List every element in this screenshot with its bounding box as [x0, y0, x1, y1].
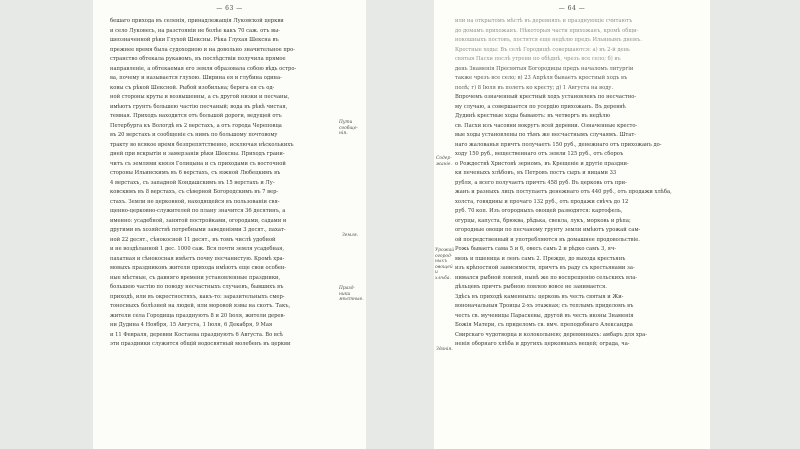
text-line: странство обтекала рукавомъ, въ послѣдствіи получила прямое — [110, 56, 286, 62]
text-line: тракту во всякое время безпрепятственно, исключая нѣсколькихъ — [110, 141, 294, 148]
text-line: ковы съ рѣкой Шексной. Рыбой изобильна; берега ея съ од- — [110, 84, 275, 91]
text-line: большею частію по поводу несчастныхъ случаевъ, бывшихъ въ — [110, 284, 284, 290]
text-line: ки печеныхъ хлѣбовъ, въ Петровъ постъ сыръ и яицами 33 — [455, 170, 617, 176]
text-line: Крестные ходы: Въ селѣ Городищѣ совершаются: а) въ 2-й день — [455, 46, 630, 53]
text-line: Рожь бываетъ сама 5 и 6, овесъ самъ 2 и рѣдко самъ 3, яч- — [455, 246, 617, 252]
text-line: ходу 150 руб., вещественнаго отъ земли 125 руб., отъ сбороъ — [455, 151, 624, 157]
text-line: Здѣсь въ приходѣ каменныхъ: церковь въ честь святыя и Жи- — [455, 293, 624, 300]
text-line: въ 20 верстахъ и сообщеніе съ нимъ по большому почтовому — [110, 132, 278, 138]
text-line: до домамъ прихожанъ. Нѣкоторыя части прихожанъ, кромѣ общи- — [455, 27, 639, 34]
text-line: жанъ и разныхъ лицъ поступаетъ денежнаго отъ 440 руб., отъ продажи хлѣба, — [455, 189, 672, 195]
margin-note-income: Содер-жаніе. — [436, 156, 452, 167]
page-number-left: — 63 — — [216, 5, 243, 12]
text-line: стахъ. Земли не церковной, находящейся въ пользованіи свя- — [110, 198, 280, 205]
text-line: приходѣ, или въ окрестностяхъ, какъ-то: заразительныхъ смер- — [110, 293, 285, 300]
text-line: направленіе, а обтекаемая его земля образовала собою вѣдь остро- — [110, 65, 297, 72]
text-line: мень и пшеница и ленъ самъ 2. Прежде, до выхода крестьянъ — [455, 255, 626, 262]
text-line: Дудинѣ крестные ходы бываютъ: въ четвергъ въ недѣлю — [455, 113, 610, 119]
text-line: щенно-церковно-служителей по плану значится 36 десятинъ, а — [110, 208, 286, 214]
text-line: изъ крѣпостной зависимости, причтъ въ раду съ крестьянами за- — [455, 265, 635, 271]
text-line: огородные овощи по песчаному грунту земли имѣютъ урожай сам- — [455, 227, 641, 233]
text-line: 4 верстахъ, съ западной Кондашскимъ въ 15 верстахъ и Лу- — [110, 179, 275, 186]
text-line: святыя Пасхи послѣ утрени по обѣднѣ, чрезъ все село; б) въ — [455, 56, 621, 62]
margin-note-paths: Пути сообще-нія. — [339, 120, 358, 136]
text-line: темная. Приходъ находится отъ большой дороги, ведущей отъ — [110, 113, 282, 119]
text-line: Впрочемъ означенный крестный ходъ установленъ по несчастно- — [455, 94, 637, 100]
text-line: читъ съ землями князя Голицына и съ приходами съ восточной — [110, 160, 286, 167]
text-line: дней при вскрытіи и замерзаніи рѣки Шексны. Приходъ грани- — [110, 151, 285, 157]
text-line: день Знаменія Пресвятыя Богородицы предъ началомъ литургіи — [455, 65, 634, 72]
text-line: наго жалованья причтъ получаетъ 150 руб., денежнаго отъ прихожанъ до- — [455, 141, 662, 148]
page-body-left — [110, 17, 343, 449]
text-line: Петербурга къ Вологдѣ въ 2 верстахъ, а отъ города Череповца — [110, 122, 282, 129]
book-page-left — [93, 0, 366, 449]
text-line: прежнее время была судоходною и на довольно значительное про- — [110, 46, 295, 53]
page-number-right: — 64 — — [558, 5, 586, 12]
margin-note-buildings: Зданія. — [436, 347, 453, 352]
text-line: тоносныхъ болѣзней на людей, или моровой язвы на скотъ. Такъ, — [110, 303, 291, 309]
text-line: нимался рыбной ловлей, нынѣ же по воспрещенію сельскихъ вла- — [455, 274, 638, 281]
text-line: честь св. мученицы Параскевы, другой въ честь иконы Знаменія — [455, 312, 634, 319]
text-line: о Рождествѣ Христовѣ зерномъ, въ Крещеніе и другіе праздни- — [455, 160, 629, 167]
text-line: имѣютъ грунтъ большею частію песчаный; вода въ рѣкѣ чистая, — [110, 103, 288, 110]
text-line: шеозначенной рѣки Глухой Шексны. Рѣка Глухая Шексна въ — [110, 37, 279, 43]
text-line: Божія Матери, съ приделомъ св. вмч. преподобнаго Александра — [455, 322, 633, 328]
text-line: ненія оборнаго хлѣба и другихъ церковныхъ вещей; ограда, ча- — [455, 341, 630, 347]
text-line: и село Луковесь, на разстояніи не болѣе какъ 70 саж. отъ вы- — [110, 27, 280, 34]
text-line: ой посредственный и употребляются въ домашнее продовольствіе. — [455, 236, 640, 243]
margin-note-feasts: Празд-ники мѣстные. — [339, 286, 364, 302]
text-line: рубля, а всего получаетъ причтъ 458 руб. Въ церковь отъ при- — [455, 179, 627, 186]
text-line: и 11 Февраля, деревни Костаева празднуютъ 6 Августа. Во всѣ — [110, 331, 283, 338]
text-line: стороны Ильинскимъ въ 6 верстахъ, съ южной Любецкимъ въ — [110, 170, 281, 176]
text-line: именно: усадебной, занятой постройками, огородами, садами и — [110, 217, 287, 224]
text-line: мовыхъ праздниковъ жители прихода имѣютъ еще свои особен- — [110, 265, 287, 271]
text-line: вые ходы установлены по тѣмъ же несчастнымъ случаямъ. Штат- — [455, 132, 637, 138]
book-page-right — [434, 0, 710, 449]
text-line: ва, почему и называется глухою. Ширина ея и глубина одина- — [110, 75, 282, 81]
text-line: другими въ хозяйствѣ потребными заведеніями 3 десят., пахат- — [110, 227, 286, 233]
text-line: ной 22 десят., сѣнокосной 11 десят., въ томъ числѣ удобной — [110, 236, 276, 243]
text-line: жители села Городища празднуютъ 8 и 20 Іюля, жители дерев- — [110, 312, 286, 319]
text-line: холста, говядины и прочаго 132 руб., отъ продажи свѣчъ до 12 — [455, 198, 629, 205]
text-line: полѣ; г) 8 Іюля въ полетъ ко кресту; д) 1 Августа на воду. — [455, 84, 614, 91]
text-line: Свирскаго чудотворца и колокольнею; деревянныхъ: амбаръ для хра- — [455, 331, 647, 338]
text-line: также чрезъ все село; в) 23 Апрѣля бываетъ крестный ходъ въ — [455, 75, 628, 81]
text-line: ные мѣстные, съ давняго времени установленные праздники, — [110, 274, 281, 281]
text-line: огурцы, капуста, брюква, рѣдька, свекла, лукъ, морковь и рѣпа; — [455, 217, 631, 224]
text-line: вононачальныя Троицы 2-хъ этажная; съ теплымъ приделомъ въ — [455, 303, 634, 309]
text-line: ни Дудина 4 Ноября, 15 Августа, 1 Іюля, 6 Декабря, 9 Мая — [110, 322, 273, 328]
text-line: ной стороны круты и возвышенны, а съ другой низки и песчаны, — [110, 94, 290, 100]
margin-note-harvest: Урожай огород-ныхъ овощей и хлѣба. — [435, 248, 455, 281]
text-line: ковскимъ въ 8 верстахъ, съ сѣверной Богородскимъ въ 7 вер- — [110, 189, 279, 195]
margin-note-land: Земля. — [342, 233, 359, 238]
text-line: пахатная и сѣнокосная имѣетъ почву песчанистую. Кромѣ хра- — [110, 255, 285, 262]
page-body-right — [455, 17, 677, 449]
text-line: му случаю, а совершается по усердію прихожанъ. Въ деревнѣ — [455, 103, 626, 110]
text-line: нокошныхъ постовъ, постятся еще недѣлю предъ Ильинымъ днемъ. — [455, 37, 642, 43]
text-line: дѣльцевъ причтъ рыбною ловлею вовсе не занимается. — [455, 284, 607, 290]
text-line: руб. 70 коп. Изъ огородныхъ овощей разводятся: картофель, — [455, 208, 623, 214]
text-line: или на открытомъ мѣстѣ въ деревняхъ и празднующіе считаютъ — [455, 18, 633, 24]
text-line: эти праздники служится общій водосвятный молебенъ въ церкви — [110, 341, 291, 347]
text-line: бешаго прихода въ селенія, принадлежащія Луковской церкви — [110, 18, 284, 24]
text-line: св. Пасхи изъ часовни вокругъ всей деревни. Означенные кресто- — [455, 122, 638, 129]
text-line: и не воздѣланной 1 дес. 1000 саж. Вся почти земля усадебная, — [110, 246, 285, 252]
